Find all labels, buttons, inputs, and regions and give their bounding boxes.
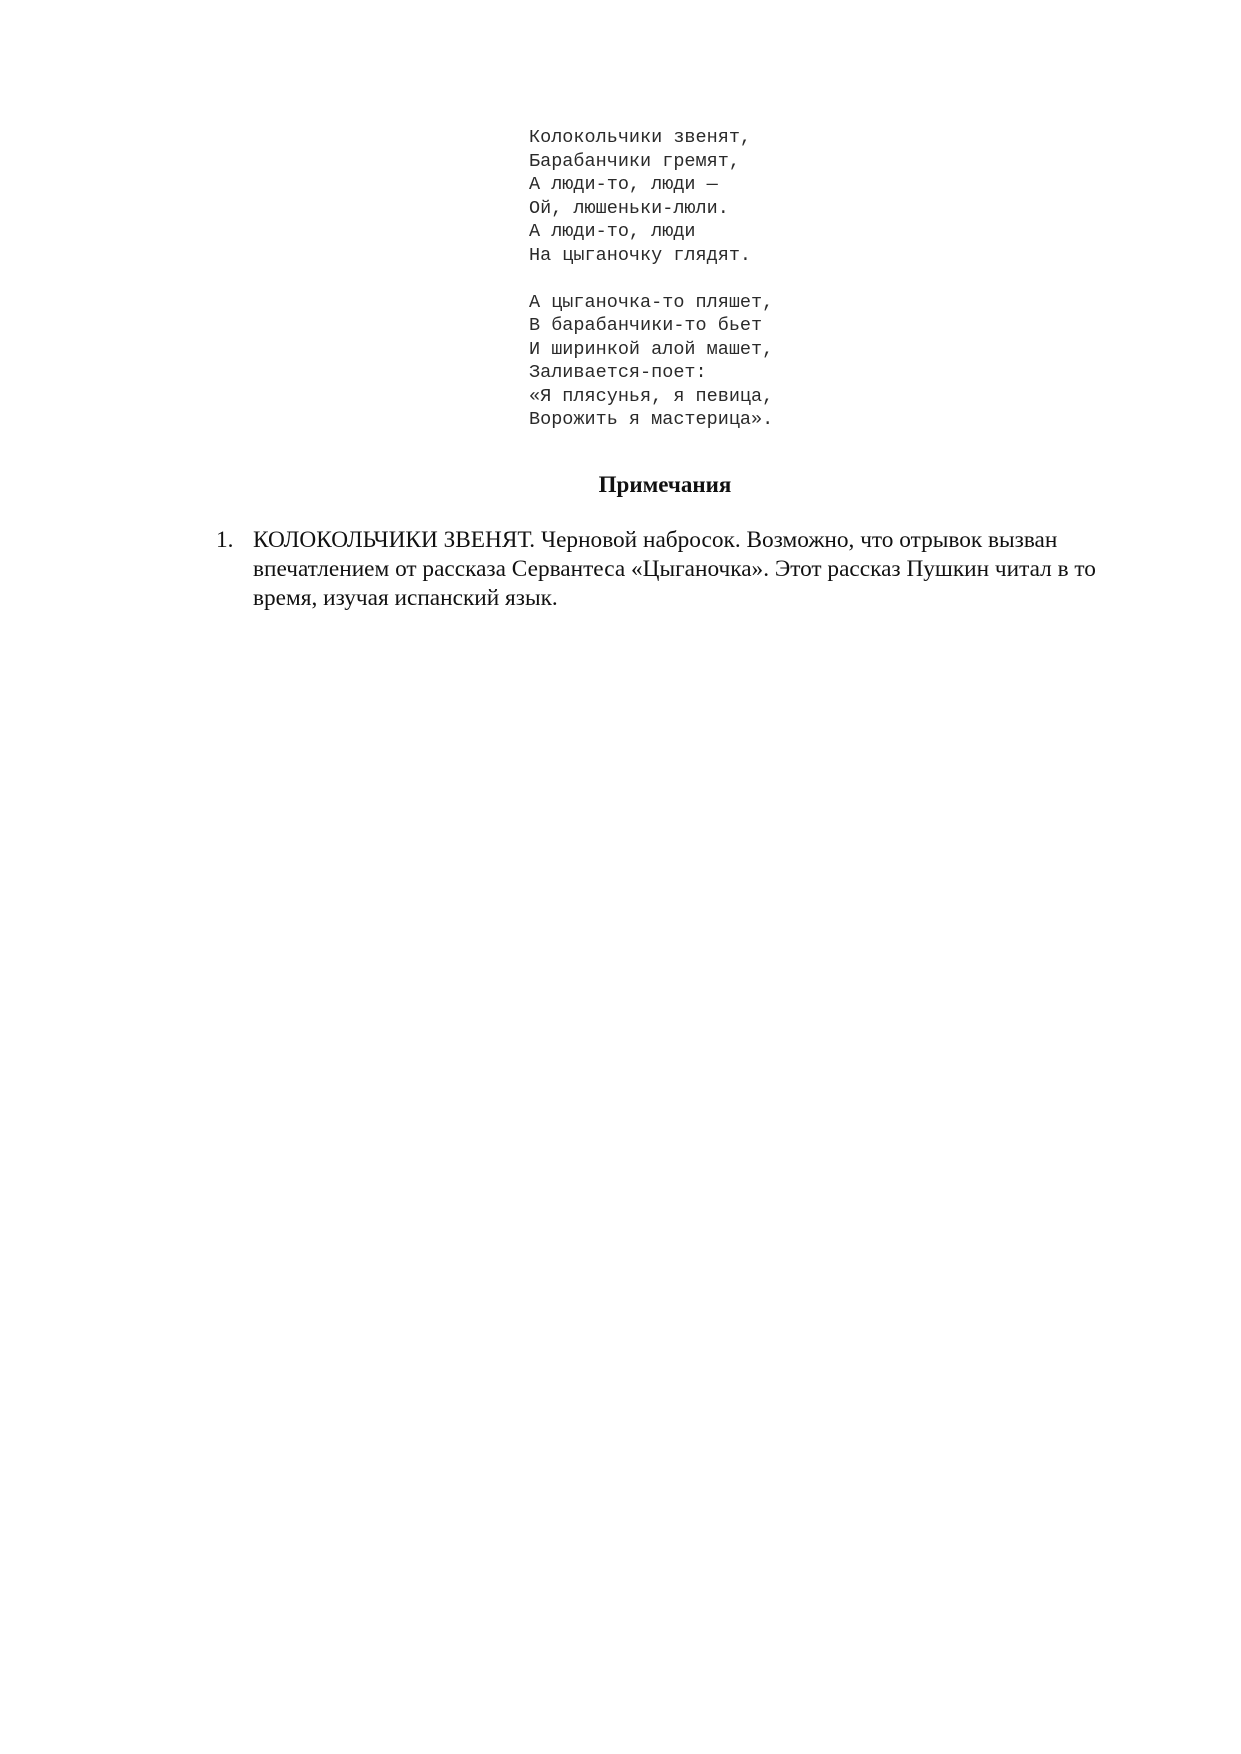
poem-line: Ой, люшеньки-люли. xyxy=(529,197,729,219)
poem-line: Заливается-поет: xyxy=(529,362,707,383)
poem-line: Ворожить я мастерица». xyxy=(529,409,774,430)
poem-line: И ширинкой алой машет, xyxy=(529,338,774,360)
poem-line: На цыганочку глядят. xyxy=(529,244,752,266)
poem-line: А цыганочка-то пляшет, xyxy=(529,291,774,313)
poem-stanza-1 xyxy=(529,126,773,267)
poem-line: Барабанчики гремят, xyxy=(529,150,740,172)
note-text: КОЛОКОЛЬЧИКИ ЗВЕНЯТ. Черновой набросок. Возможно, что отрывок вызван впечатлением от рассказа Сервантеса «Цыганочка». Этот рассказ Пушкин читал в то время, изучая испанский язык. xyxy=(253,527,1096,611)
poem xyxy=(529,126,773,432)
poem-line: Колокольчики звенят, xyxy=(529,127,752,148)
poem-line: А люди-то, люди xyxy=(529,221,696,242)
poem-line: В барабанчики-то бьет xyxy=(529,315,763,336)
notes-list xyxy=(216,526,1136,613)
poem-line: А люди-то, люди — xyxy=(529,174,718,195)
poem-stanza-2 xyxy=(529,291,773,432)
poem-line: «Я плясунья, я певица, xyxy=(529,385,774,407)
note-item xyxy=(216,526,1136,613)
note-number: 1. xyxy=(216,527,234,553)
notes-heading: Примечания xyxy=(598,472,732,497)
